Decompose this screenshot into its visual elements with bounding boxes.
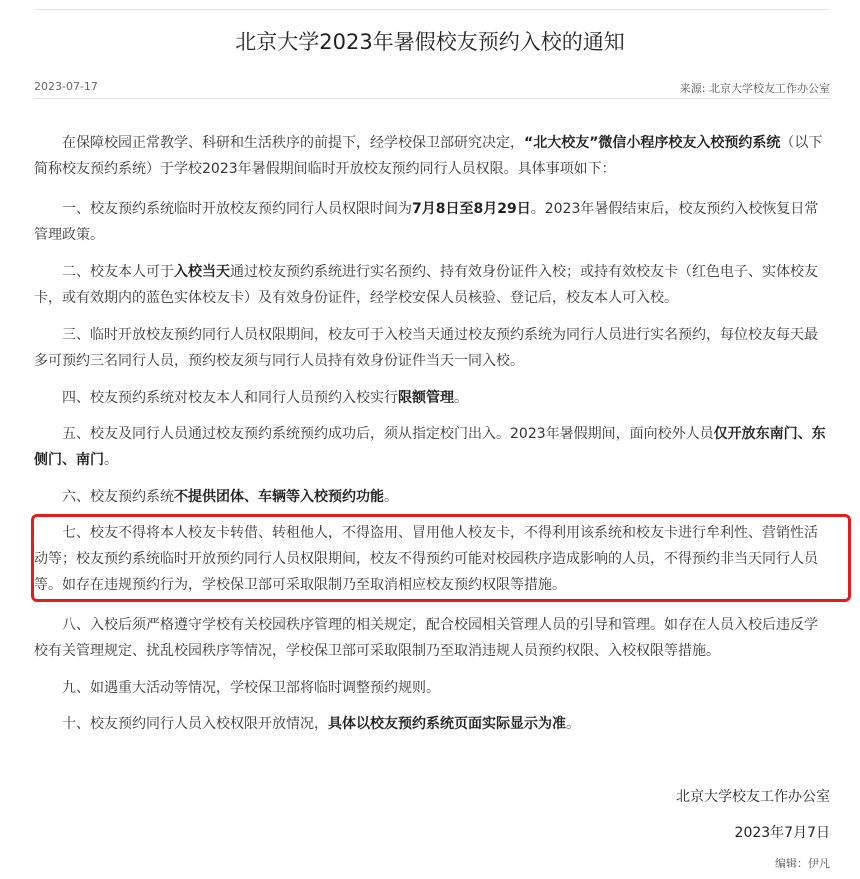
p3-text: 三、临时开放校友预约同行人员权限期间，校友可于入校当天通过校友预约系统为同行人员进行实名预约，每位校友每天最多可预约三名同行人员，预约校友须与同行人员持有效身份证件当天一同入校。 xyxy=(34,327,818,369)
p7-text: 七、校友不得将本人校友卡转借、转租他人，不得盗用、冒用他人校友卡，不得利用该系统和校友卡进行牟利性、营销性活动等；校友预约系统临时开放预约同行人员权限期间，校友不得预约可能对校园秩序造成影响的人员，不得预约非当天同行人员等。如存在违规预约行为，学校保卫部可采取限制乃至取消相应校友预约权限等措施。 xyxy=(34,525,818,593)
p9-text: 九、如遇重大活动等情况，学校保卫部将临时调整预约规则。 xyxy=(62,680,440,696)
paragraph-5 xyxy=(34,421,831,473)
p1-text: 一、校友预约系统临时开放校友预约同行人员权限时间为 xyxy=(62,201,412,217)
intro-text-2: （以下简称校友预约系统）于学校2023年暑假期间临时开放校友预约同行人员权限。具体事项如下： xyxy=(34,135,823,177)
signature-org: 北京大学校友工作办公室 xyxy=(676,789,830,805)
p4-text: 四、校友预约系统对校友本人和同行人员预约入校实行 xyxy=(62,390,398,406)
intro-text: 在保障校园正常教学、科研和生活秩序的前提下，经学校保卫部研究决定， xyxy=(62,135,524,151)
article-meta xyxy=(34,74,830,99)
p2-bold: 入校当天 xyxy=(174,264,230,280)
p6-bold: 不提供团体、车辆等入校预约功能 xyxy=(174,489,384,505)
p6-text-2: 。 xyxy=(384,489,398,505)
paragraph-8 xyxy=(34,612,831,664)
p10-text: 十、校友预约同行人员入校权限开放情况， xyxy=(62,716,328,732)
p10-text-2: 。 xyxy=(566,716,580,732)
paragraph-9 xyxy=(34,675,831,701)
paragraph-3 xyxy=(34,322,831,374)
p4-text-2: 。 xyxy=(454,390,468,406)
paragraph-1 xyxy=(34,196,831,248)
intro-paragraph xyxy=(34,130,831,182)
p1-text-2: 。2023年暑假结束后，校友预约入校恢复日常管理政策。 xyxy=(34,201,819,243)
intro-bold: “北大校友”微信小程序校友入校预约系统 xyxy=(524,135,781,151)
paragraph-6 xyxy=(34,484,831,510)
p5-bold: 仅开放东南门、东侧门、南门 xyxy=(34,426,826,468)
p4-bold: 限额管理 xyxy=(398,390,454,406)
publish-date: 2023-07-17 xyxy=(34,80,98,93)
paragraph-10 xyxy=(34,711,831,737)
signature-date: 2023年7月7日 xyxy=(734,825,830,841)
article-source: 来源: 北京大学校友工作办公室 xyxy=(679,82,830,95)
p2-text-2: 通过校友预约系统进行实名预约、持有效身份证件入校；或持有效校友卡（红色电子、实体校友卡，或有效期内的蓝色实体校友卡）及有效身份证件，经学校安保人员核验、登记后，校友本人可入校。 xyxy=(34,264,818,306)
paragraph-4 xyxy=(34,385,831,411)
p5-text: 五、校友及同行人员通过校友预约系统预约成功后，须从指定校门出入。2023年暑假期间，面向校外人员 xyxy=(62,426,714,442)
paragraph-2 xyxy=(34,259,831,311)
page-title: 北京大学2023年暑假校友预约入校的通知 xyxy=(235,30,625,54)
p5-text-2: 。 xyxy=(104,452,118,468)
top-divider xyxy=(34,0,830,10)
highlight-box xyxy=(31,514,851,602)
editor-credit: 编辑：伊凡 xyxy=(775,857,830,870)
p10-bold: 具体以校友预约系统页面实际显示为准 xyxy=(328,716,566,732)
p2-text: 二、校友本人可于 xyxy=(62,264,174,280)
p1-bold: 7月8日至8月29日 xyxy=(412,201,531,217)
p6-text: 六、校友预约系统 xyxy=(62,489,174,505)
p8-text: 八、入校后须严格遵守学校有关校园秩序管理的相关规定，配合校园相关管理人员的引导和管理。如存在人员入校后违反学校有关管理规定、扰乱校园秩序等情况，学校保卫部可采取限制乃至取消违规人员预约权限、入校权限等措施。 xyxy=(34,617,818,659)
